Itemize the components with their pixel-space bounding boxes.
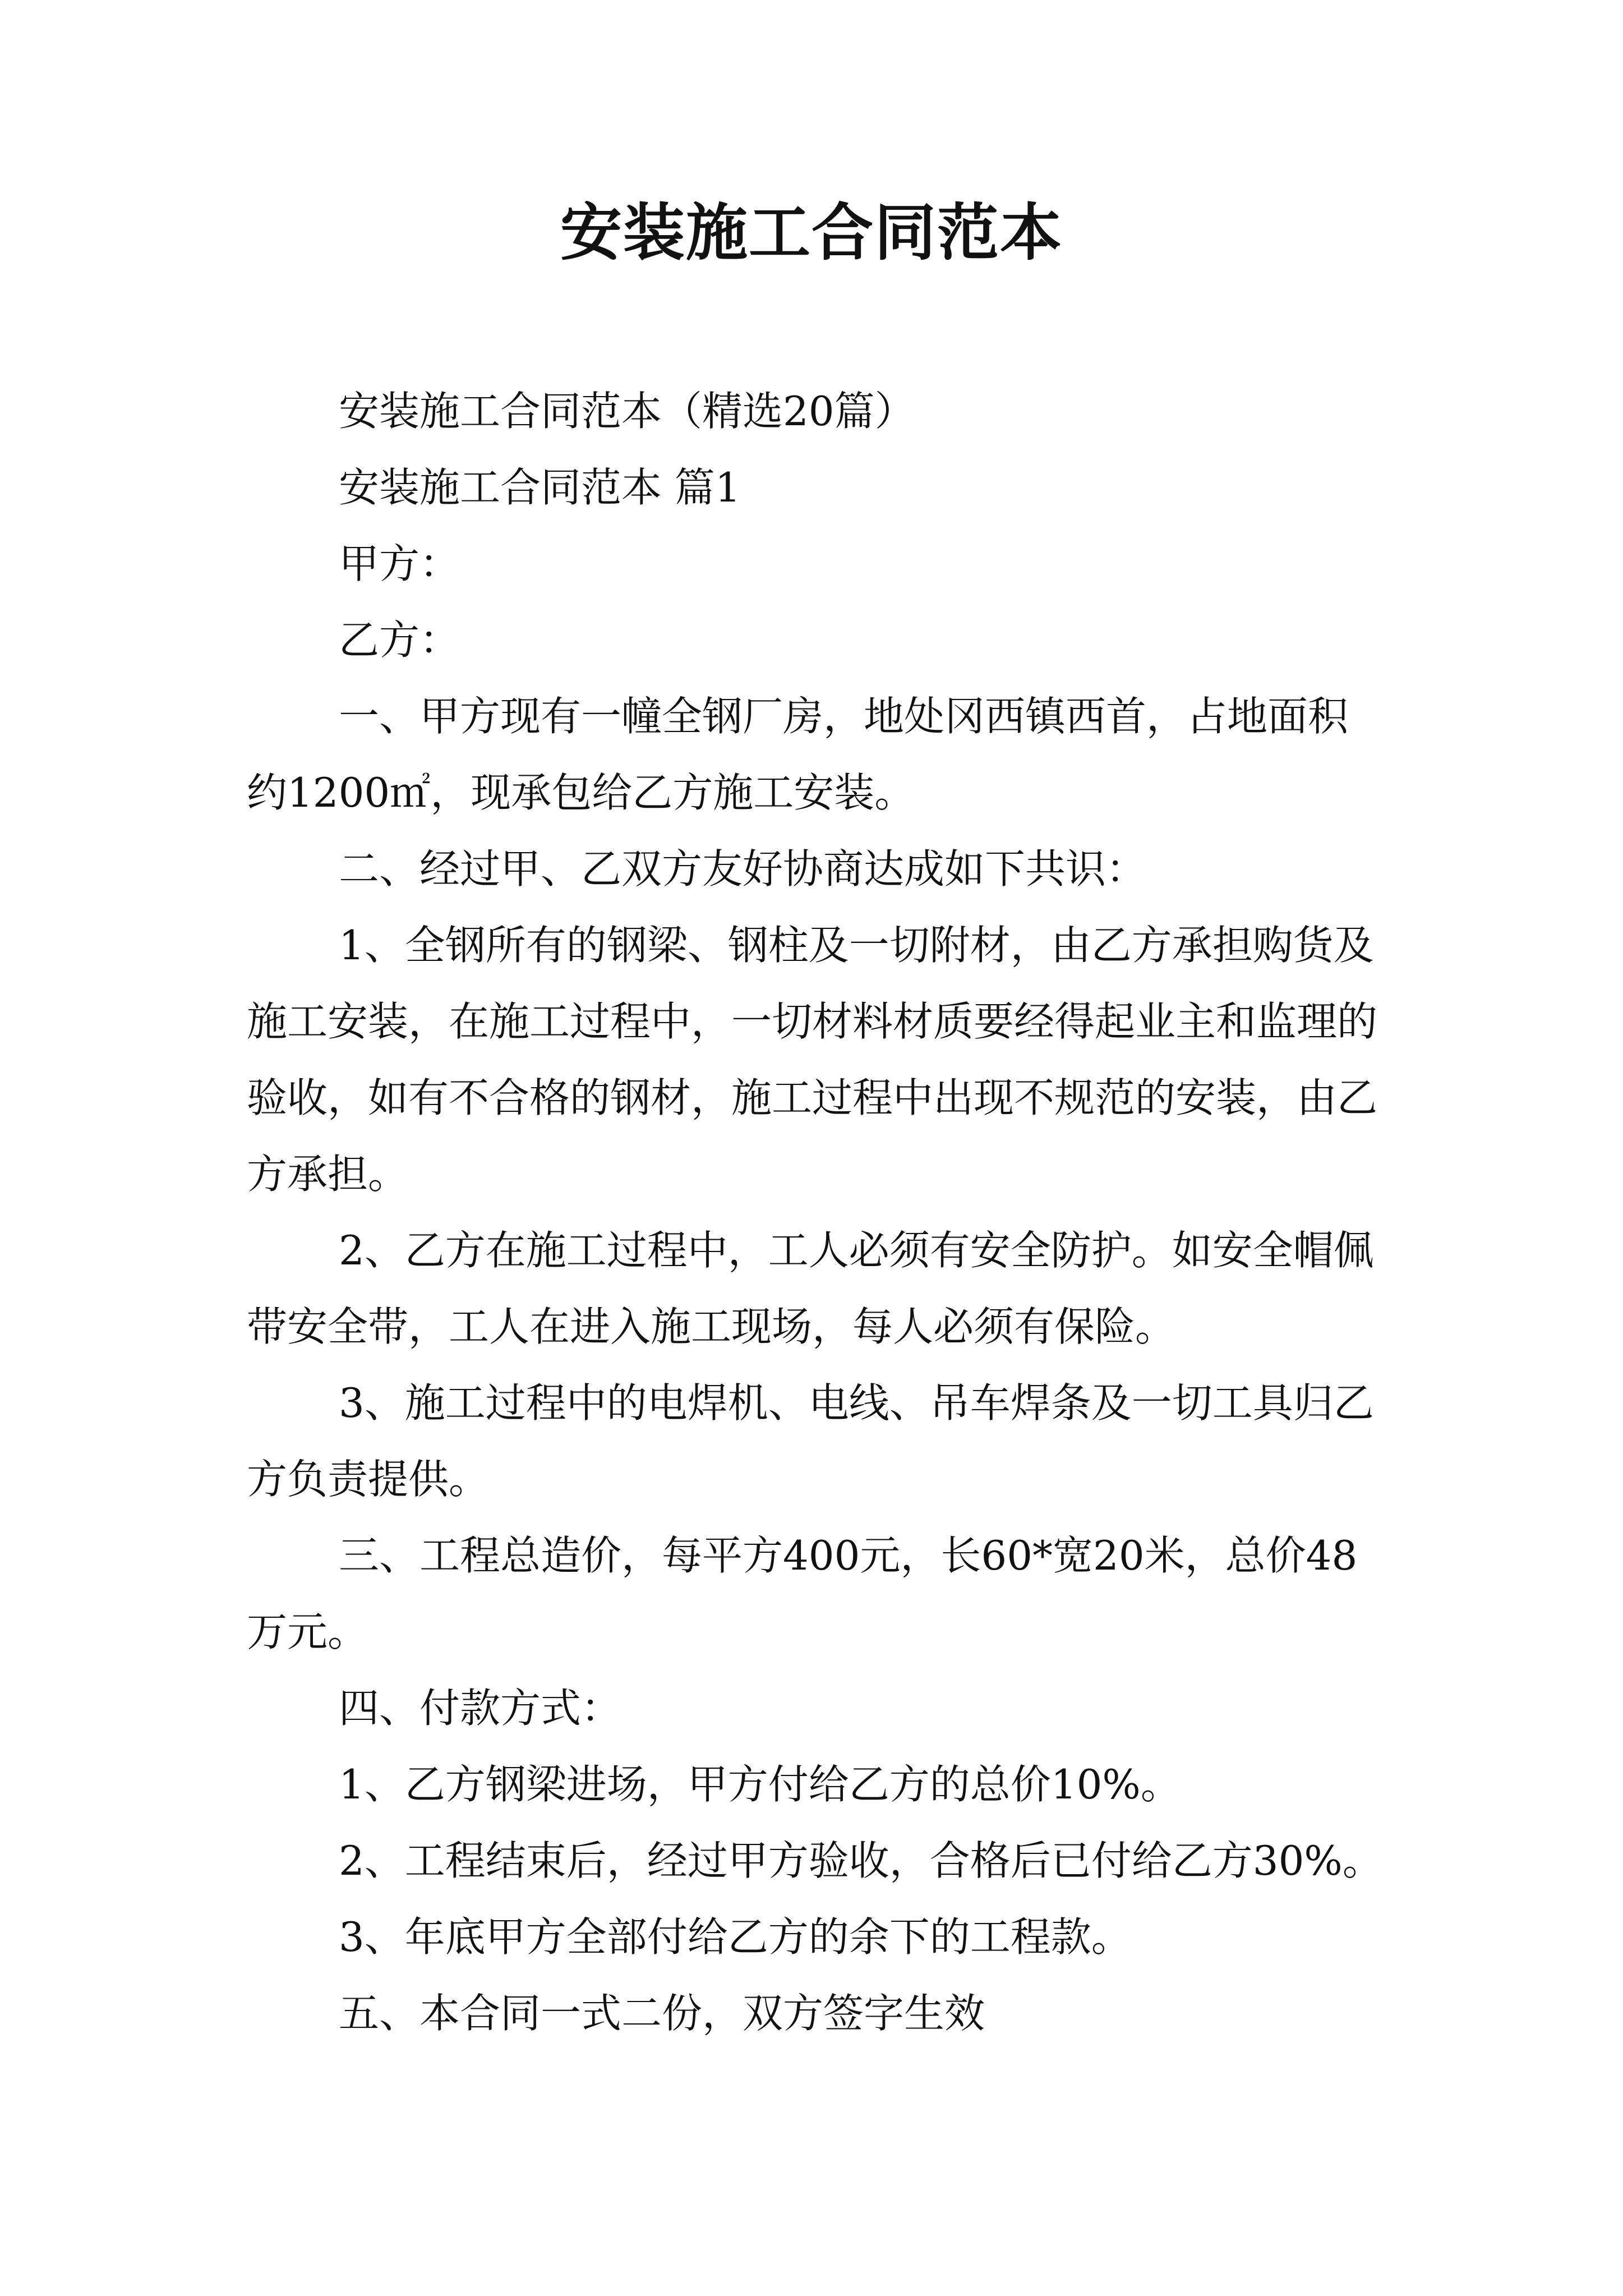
paragraph-clause-3: 三、工程总造价，每平方400元，长60*宽20米，总价48万元。 (247, 1532, 1358, 1655)
paragraph-subtitle: 安装施工合同范本（精选20篇） (339, 388, 915, 435)
paragraph-clause-2-item-2: 2、乙方在施工过程中，工人必须有安全防护。如安全帽佩带安全带，工人在进入施工现场，每人必须有保险。 (247, 1227, 1374, 1350)
document-title: 安装施工合同范本 (560, 196, 1063, 269)
paragraph-clause-4: 四、付款方式： (339, 1685, 622, 1732)
paragraph-payment-item-3: 3、年底甲方全部付给乙方的余下的工程款。 (339, 1913, 1132, 1961)
paragraph-clause-1: 一、甲方现有一幢全钢厂房，地处冈西镇西首，占地面积约1200㎡，现承包给乙方施工安装。 (247, 693, 1349, 816)
paragraph-payment-item-1: 1、乙方钢梁进场，甲方付给乙方的总价10%。 (339, 1761, 1181, 1808)
paragraph-party-a: 甲方： (339, 540, 460, 587)
paragraph-payment-item-2: 2、工程结束后，经过甲方验收，合格后已付给乙方30%。 (339, 1837, 1383, 1884)
paragraph-clause-2-item-3: 3、施工过程中的电焊机、电线、吊车焊条及一切工具归乙方负责提供。 (247, 1379, 1374, 1503)
paragraph-clause-5: 五、本合同一式二份，双方签字生效 (339, 1990, 985, 2037)
document-body (247, 373, 1383, 2051)
paragraph-party-b: 乙方： (339, 616, 460, 664)
paragraph-clause-2-item-1: 1、全钢所有的钢梁、钢柱及一切附材，由乙方承担购货及施工安装，在施工过程中，一切材料材质要经得起业主和监理的验收，如有不合格的钢材，施工过程中出现不规范的安装，由乙方承担。 (247, 922, 1378, 1198)
paragraph-clause-2: 二、经过甲、乙双方友好协商达成如下共识： (339, 845, 1147, 892)
paragraph-section-heading: 安装施工合同范本 篇1 (339, 464, 741, 511)
